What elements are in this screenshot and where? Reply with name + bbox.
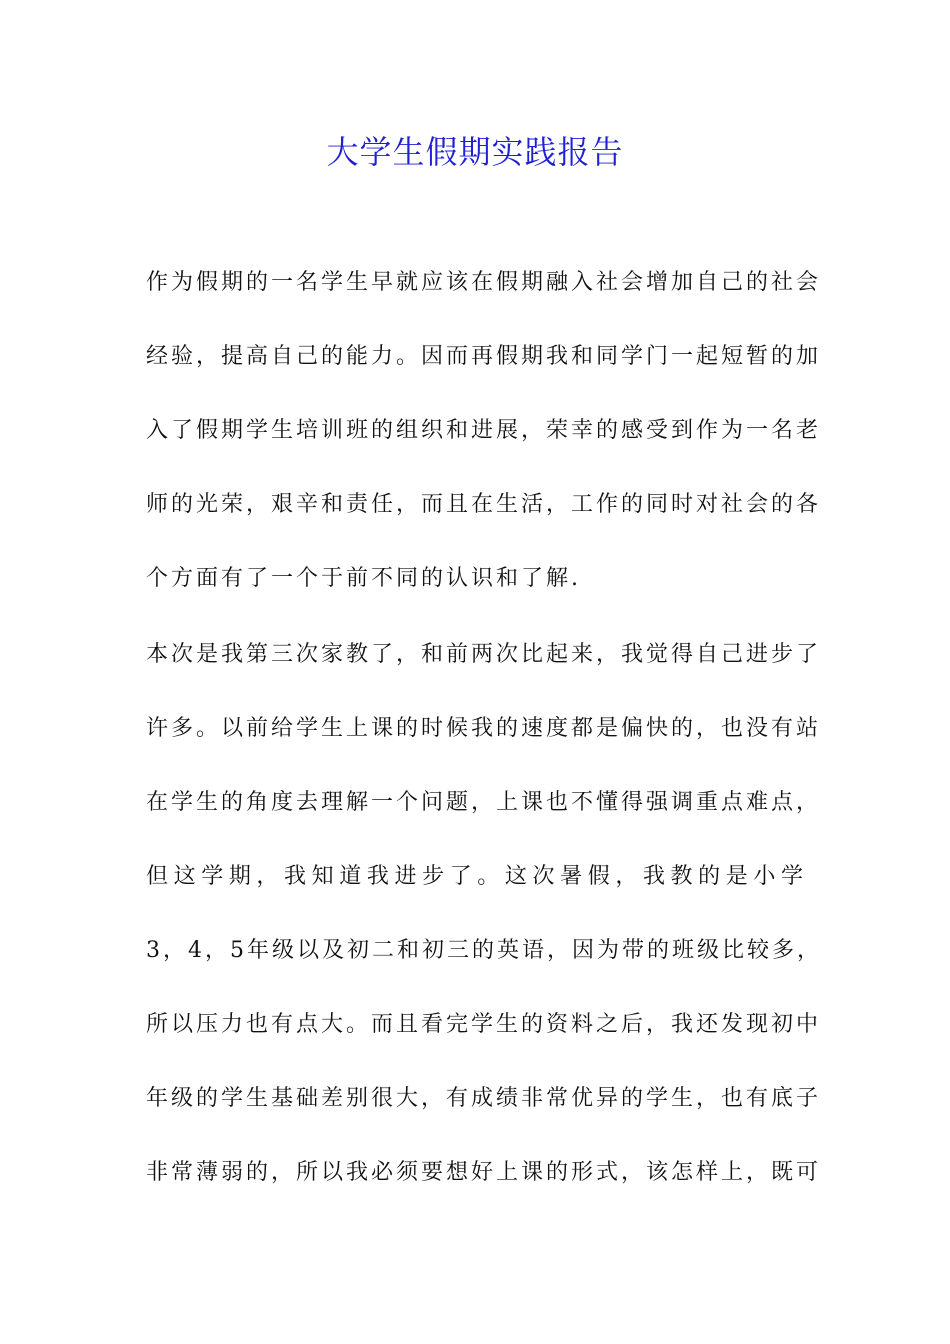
paragraph-line: 非常薄弱的，所以我必须要想好上课的形式，该怎样上，既可	[146, 1160, 822, 1185]
document-title: 大学生假期实践报告	[326, 133, 624, 171]
paragraph-line: 本次是我第三次家教了，和前两次比起来，我觉得自己进步了	[146, 642, 822, 667]
paragraph-line: 许多。以前给学生上课的时候我的速度都是偏快的，也没有站	[146, 716, 822, 741]
paragraph-line: 作为假期的一名学生早就应该在假期融入社会增加自己的社会	[146, 270, 822, 295]
paragraph-line: 在学生的角度去理解一个问题，上课也不懂得强调重点难点，	[146, 790, 822, 815]
paragraph-line: 师的光荣，艰辛和责任，而且在生活，工作的同时对社会的各	[146, 492, 822, 517]
paragraph-line: 所以压力也有点大。而且看完学生的资料之后，我还发现初中	[146, 1012, 822, 1037]
paragraph-line: 入了假期学生培训班的组织和进展，荣幸的感受到作为一名老	[146, 418, 822, 443]
paragraph-line: 个方面有了一个于前不同的认识和了解.	[146, 566, 581, 591]
paragraph-line: 年级的学生基础差别很大，有成绩非常优异的学生，也有底子	[146, 1086, 822, 1111]
paragraph-line: 经验，提高自己的能力。因而再假期我和同学门一起短暂的加	[146, 344, 822, 369]
paragraph-line: 但这学期，我知道我进步了。这次暑假，我教的是小学	[146, 864, 806, 889]
paragraph-line: 3，4，5年级以及初二和初三的英语，因为带的班级比较多，	[146, 938, 822, 963]
